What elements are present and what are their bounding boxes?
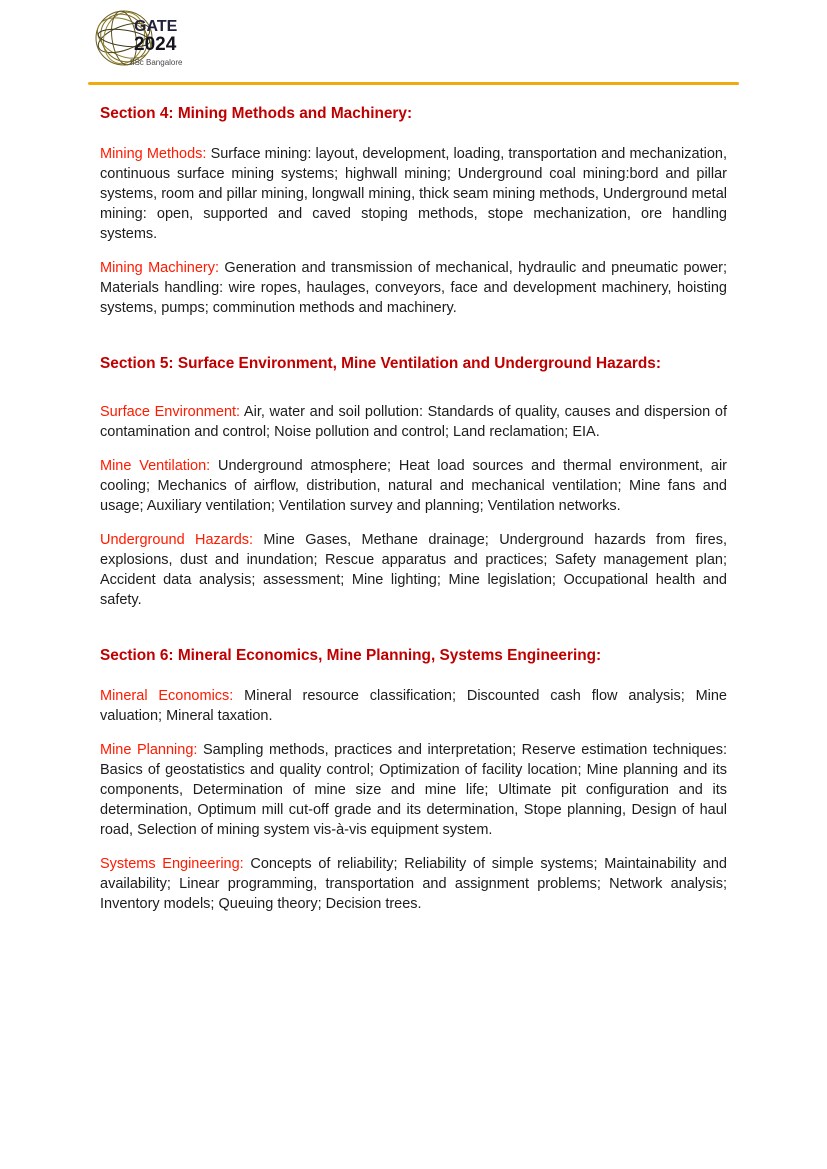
topic-lead: Underground Hazards: [100, 532, 254, 548]
section-heading: Section 4: Mining Methods and Machinery: [100, 105, 413, 122]
topic-lead: Mine Ventilation: [100, 458, 211, 474]
topic-body: Concepts of reliability; Reliability of simple systems; Maintainability and availability; Linear programming, transportation and assignment problems; Network analysis; Inventory models; Queuing theory; Decision trees. [100, 856, 727, 912]
section-5 [100, 354, 727, 610]
section-heading: Section 6: Mineral Economics, Mine Planning, Systems Engineering: [100, 647, 602, 664]
section-6 [100, 646, 727, 914]
topic-lead: Mine Planning: [100, 742, 198, 758]
page-header [0, 0, 827, 84]
section-4 [100, 104, 727, 318]
topic-lead: Systems Engineering: [100, 856, 244, 872]
section-heading: Section 5: Surface Environment, Mine Ventilation and Underground Hazards: [100, 355, 661, 372]
syllabus-paragraph [100, 258, 727, 318]
topic-body: Sampling methods, practices and interpretation; Reserve estimation techniques: Basics of geostatistics and quality control; Optimization of facility location; Mine planning and its components, Determination of mine size and mine life; Ultimate pit configuration and its determination, Optimum mill cut-off grade and its determination, Stope planning, Design of haul road, Selection of mining system vis-à-vis equipment system. [100, 742, 727, 838]
syllabus-paragraph [100, 740, 727, 840]
syllabus-paragraph [100, 530, 727, 610]
syllabus-paragraph [100, 854, 727, 914]
syllabus-paragraph [100, 144, 727, 244]
syllabus-content [0, 104, 827, 914]
topic-body: Mineral resource classification; Discounted cash flow analysis; Mine valuation; Mineral taxation. [100, 688, 727, 724]
topic-body: Underground atmosphere; Heat load sources and thermal environment, air cooling; Mechanics of airflow, distribution, natural and mechanical ventilation; Mine fans and usage; Auxiliary ventilation; Ventilation survey and planning; Ventilation networks. [100, 458, 727, 514]
logo-year-text: 2024 [134, 34, 177, 55]
globe-scribble-icon [88, 4, 218, 78]
logo-institute-text: IISc Bangalore [130, 58, 183, 67]
topic-lead: Mineral Economics: [100, 688, 234, 704]
topic-body: Generation and transmission of mechanical, hydraulic and pneumatic power; Materials handling: wire ropes, haulages, conveyors, face and development machinery, hoisting systems, pumps; comminution methods and machinery. [100, 260, 727, 316]
gate-2024-logo [88, 4, 218, 78]
topic-body: Mine Gases, Methane drainage; Underground hazards from fires, explosions, dust and inundation; Rescue apparatus and practices; Safety management plan; Accident data analysis; assessment; Mine lighting; Mine legislation; Occupational health and safety. [100, 532, 727, 608]
topic-body: Air, water and soil pollution: Standards of quality, causes and dispersion of contamination and control; Noise pollution and control; Land reclamation; EIA. [100, 404, 727, 440]
topic-lead: Surface Environment: [100, 404, 241, 420]
topic-body: Surface mining: layout, development, loading, transportation and mechanization, continuous surface mining systems; highwall mining; Underground coal mining:bord and pillar systems, room and pillar mining, longwall mining, thick seam mining methods, Underground metal mining: open, supported and caved stoping methods, stope mechanization, ore handling systems. [100, 146, 727, 242]
syllabus-paragraph [100, 402, 727, 442]
syllabus-paragraph [100, 456, 727, 516]
logo-gate-text: GATE [134, 18, 178, 35]
topic-lead: Mining Machinery: [100, 260, 220, 276]
header-divider [88, 82, 739, 85]
syllabus-paragraph [100, 686, 727, 726]
topic-lead: Mining Methods: [100, 146, 207, 162]
